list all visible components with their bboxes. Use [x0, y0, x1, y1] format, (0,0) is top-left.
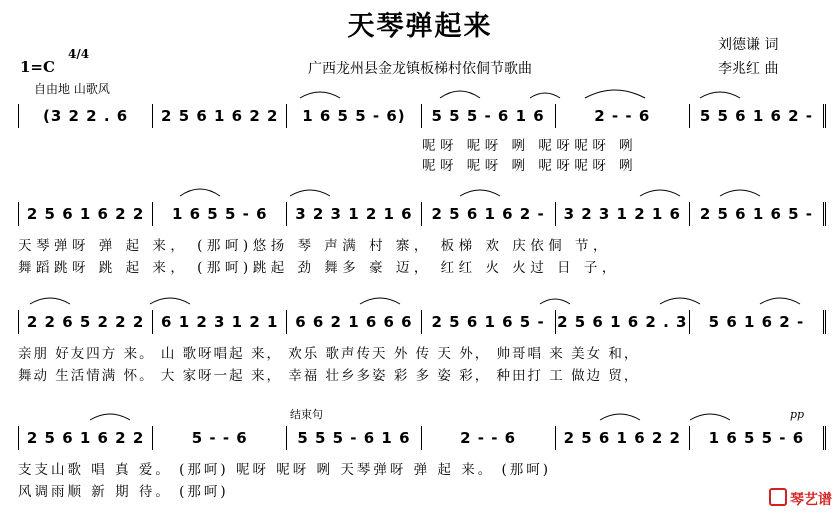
measure: 5 5 6 1 6 2 - [690, 104, 826, 128]
watermark-logo [769, 488, 832, 509]
measure: 2 5 6 1 6 2 2 [556, 426, 690, 450]
measure: 1 6 5 5 - 6) [287, 104, 421, 128]
lyric-line-2: 舞动 生活情满 怀。 大 家呀一起 来， 幸福 壮乡多姿 彩 多 姿 彩， 种田打 工 做边 贸， [18, 368, 640, 384]
measure: (3 2 2 . 6 [18, 104, 153, 128]
measure: 3 2 3 1 2 1 6 [556, 202, 690, 226]
measure: 2 - - 6 [422, 426, 556, 450]
key-signature: 1=C [20, 58, 55, 76]
lyric-line-2: 舞蹈跳呀 跳 起 来， (那呵)跳起 劲 舞多 豪 迈， 红红 火 火过 日 子， [18, 260, 620, 276]
measure: 2 5 6 1 6 2 - [422, 202, 556, 226]
lyric-line-1: 呢呀 呢呀 咧 呢呀呢呀 咧 [422, 138, 638, 154]
lyricist-credit: 刘德谦 词 [718, 37, 779, 53]
measure: 2 2 6 5 2 2 2 [18, 310, 153, 334]
measure: 5 - - 6 [153, 426, 287, 450]
lyric-line-2: 呢呀 呢呀 咧 呢呀呢呀 咧 [422, 158, 638, 174]
dynamic-marking: pp [790, 408, 805, 421]
lyric-line-1: 天琴弹呀 弹 起 来， (那呵)悠扬 琴 声满 村 寨， 板梯 欢 庆依侗 节， [18, 238, 612, 254]
measure: 2 5 6 1 6 5 - [690, 202, 826, 226]
lyric-line-1: 亲朋 好友四方 来。 山 歌呀唱起 来， 欢乐 歌声传天 外 传 天 外， 帅哥唱 来 美女 和， [18, 346, 640, 362]
measure: 2 - - 6 [556, 104, 690, 128]
measure: 2 5 6 1 6 5 - [422, 310, 556, 334]
song-subtitle: 广西龙州县金龙镇板梯村依侗节歌曲 [308, 61, 532, 77]
measure: 3 2 3 1 2 1 6 [287, 202, 421, 226]
lyric-line-2: 风调雨顺 新 期 待。 (那呵) [18, 484, 229, 500]
time-signature: 4/4 [68, 47, 90, 61]
tempo-marking: 自由地 山歌风 [34, 82, 110, 96]
measure: 2 5 6 1 6 2 2 [153, 104, 287, 128]
measure: 1 6 5 5 - 6 [690, 426, 826, 450]
logo-icon [769, 488, 787, 506]
measure: 6 1 2 3 1 2 1 [153, 310, 287, 334]
measure: 2 5 6 1 6 2 . 3 [556, 310, 690, 334]
measure: 2 5 6 1 6 2 2 [18, 202, 153, 226]
measure: 5 5 5 - 6 1 6 [422, 104, 556, 128]
composer-credit: 李兆红 曲 [718, 61, 779, 77]
lyric-line-1: 支支山歌 唱 真 爱。 (那呵) 呢呀 呢呀 咧 天琴弹呀 弹 起 来。 (那呵) [18, 462, 552, 478]
measure: 6 6 2 1 6 6 6 [287, 310, 421, 334]
measure: 2 5 6 1 6 2 2 [18, 426, 153, 450]
song-title: 天琴弹起来 [347, 11, 493, 42]
measure: 1 6 5 5 - 6 [153, 202, 287, 226]
measure: 5 6 1 6 2 - [690, 310, 826, 334]
watermark-text: 琴艺谱 [790, 492, 832, 508]
measure: 5 5 5 - 6 1 6 [287, 426, 421, 450]
ending-label: 结束句 [290, 408, 323, 421]
